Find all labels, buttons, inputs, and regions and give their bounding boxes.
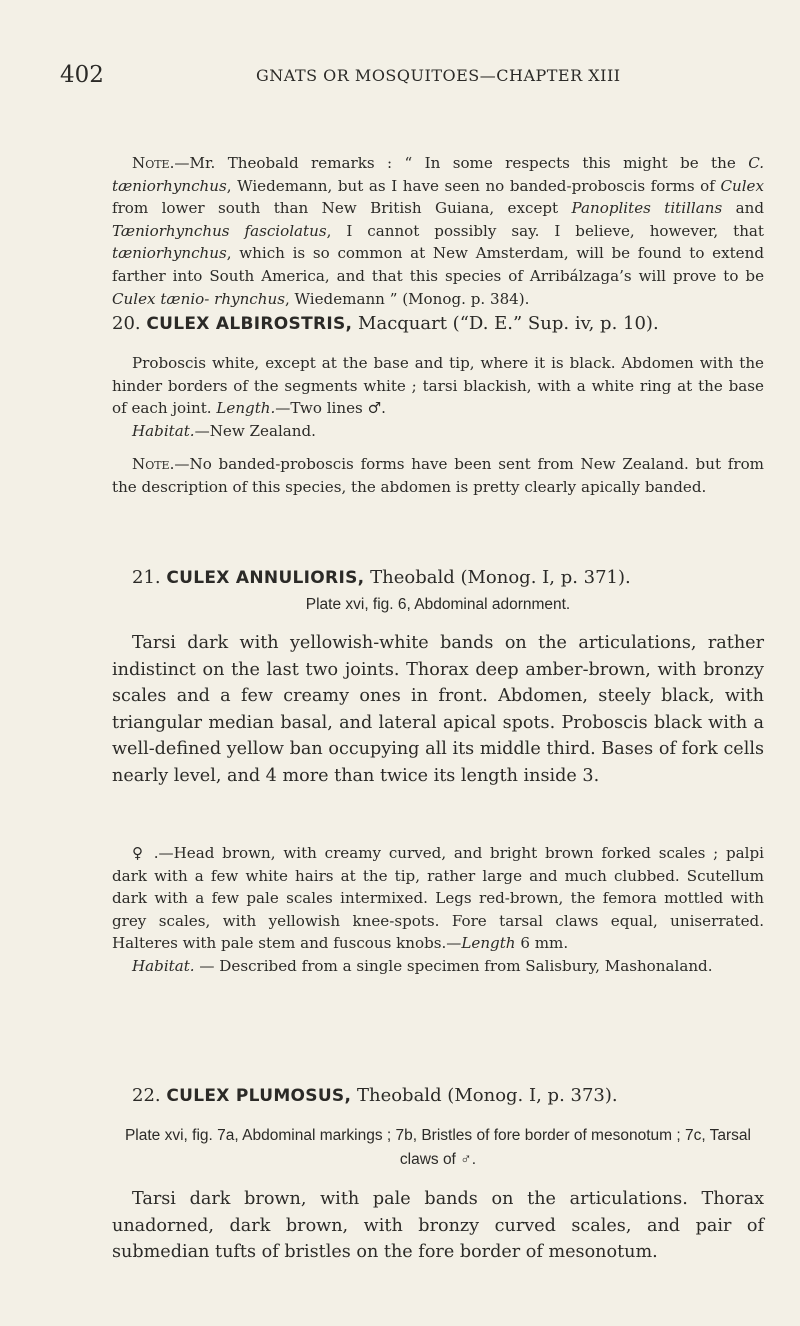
note-paragraph — [112, 152, 764, 310]
species-21-name: CULEX ANNULIORIS, — [166, 568, 365, 588]
running-head: GNATS OR MOSQUITOES—CHAPTER XIII — [256, 66, 621, 85]
species-20-description: Proboscis white, except at the base and tip, where it is black. Abdomen with the hinder borders of the segments white ; tarsi blackish, with a white ring at the base of each joint. Length.—Two lines ♂. Habitat.—New Zealand. Note.—No banded-proboscis forms have been sent from New Zealand. but from the description of this species, the abdomen is pretty clearly apically banded. — [112, 352, 764, 499]
note-text: Note.—Mr. Theobald remarks : “ In some respects this might be the C. tæniorhynchus, Wiedemann, but as I have seen no banded-proboscis forms of Culex from lower south than New British Guiana, except Panoplites titillans and Tæniorhynchus fasciolatus, I cannot possibly say. I believe, however, that tæniorhynchus, which is so common at New Amsterdam, will be found to extend farther into South America, and that this species of Arribálzaga’s will prove to be Culex tænio- rhynchus, Wiedemann ” (Monog. p. 384). — [112, 154, 764, 308]
note-label: Note. — [132, 154, 175, 172]
species-22-section — [112, 1084, 764, 1108]
species-21-section — [112, 566, 764, 614]
species-20-habitat: Habitat.—New Zealand. — [132, 421, 316, 440]
species-21-heading: 21. CULEX ANNULIORIS, Theobald (Monog. I, p. 371). — [132, 567, 631, 588]
species-21-female: ♀ .—Head brown, with creamy curved, and bright brown forked scales ; palpi dark with a few white hairs at the tip, rather large and much clubbed. Scutellum dark with a few pale scales intermixed. Legs red-brown, the femora mottled with grey scales, with yellowish knee-spots. Fore tarsal claws equal, uniserrated. Halteres with pale stem and fuscous knobs.—Length 6 mm. Habitat. — Described from a single specimen from Salisbury, Mashonaland. — [112, 842, 764, 978]
species-22-plate: Plate xvi, fig. 7a, Abdominal markings ; 7b, Bristles of fore border of mesonotum ; 7c, Tarsal claws of ♂. — [124, 1127, 752, 1168]
species-21-habitat: Habitat. — Described from a single specimen from Salisbury, Mashonaland. — [132, 956, 713, 975]
species-22-plate-block — [112, 1124, 764, 1172]
species-20-name: CULEX ALBIROSTRIS, — [146, 314, 353, 334]
species-20-note: Note.—No banded-proboscis forms have been sent from New Zealand. but from the description of this species, the abdomen is pretty clearly apically banded. — [112, 455, 764, 496]
species-20-section — [112, 312, 764, 336]
page-number: 402 — [60, 62, 104, 88]
species-22-heading: 22. CULEX PLUMOSUS, Theobald (Monog. I, p. 373). — [132, 1085, 618, 1106]
species-21-plate: Plate xvi, fig. 6, Abdominal adornment. — [305, 596, 571, 613]
page-header — [60, 62, 760, 102]
species-20-heading: 20. CULEX ALBIROSTRIS, Macquart (“D. E.” Sup. iv, p. 10). — [112, 313, 659, 334]
species-22-name: CULEX PLUMOSUS, — [166, 1086, 352, 1106]
species-21-description: Tarsi dark with yellowish-white bands on the articulations, rather indistinct on the last two joints. Thorax deep amber-brown, with bronzy scales and a few creamy ones in front. Abdomen, steely black, with triangular median basal, and lateral apical spots. Proboscis black with a well-defined yellow ban occupying all its middle third. Bases of fork cells nearly level, and 4 more than twice its length inside 3. — [112, 633, 764, 786]
species-22-description: Tarsi dark brown, with pale bands on the articulations. Thorax unadorned, dark brown, with bronzy curved scales, and pair of submedian tufts of bristles on the fore border of mesonotum. — [112, 1189, 764, 1263]
